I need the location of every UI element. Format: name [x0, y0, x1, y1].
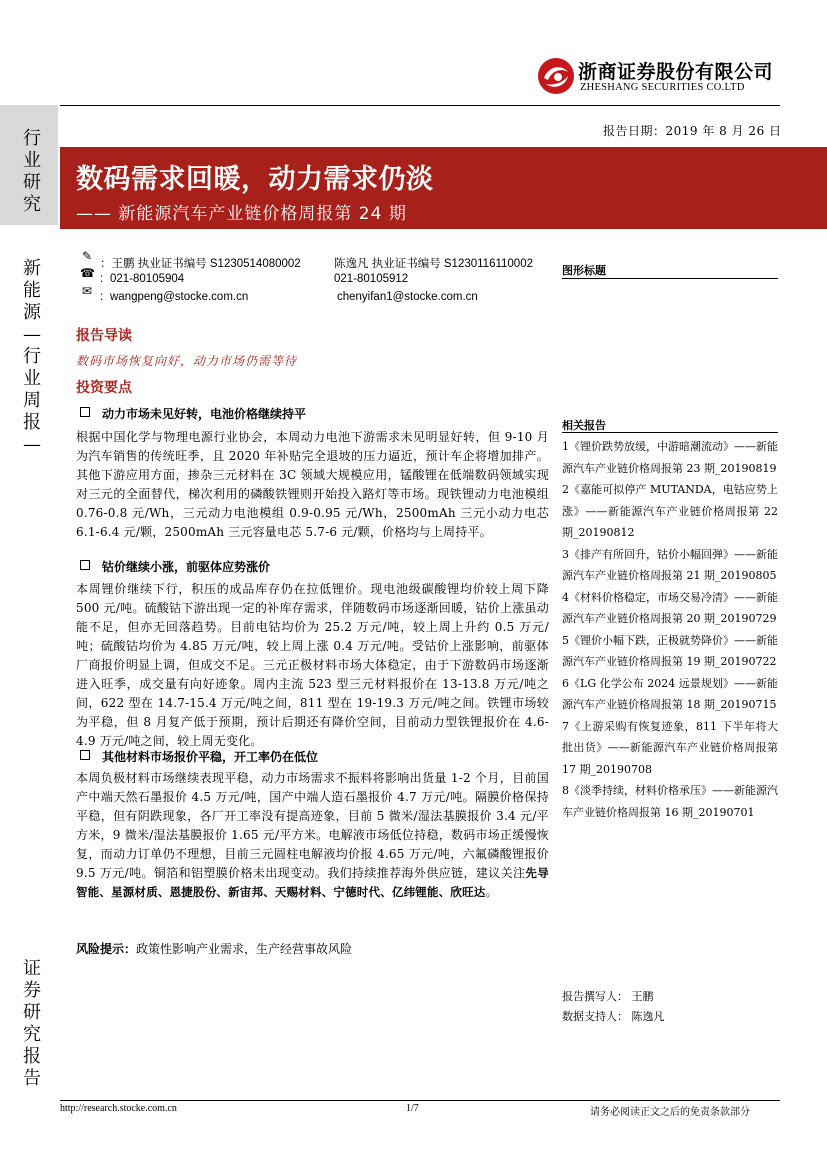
related-item[interactable]: 8《淡季持续，材料价格承压》——新能源汽车产业链价格周报第 16 期_20190701: [562, 784, 778, 819]
company-logo-icon: [536, 56, 576, 96]
related-item[interactable]: 3《排产有所回升，钴价小幅回弹》——新能源汽车产业链价格周报第 21 期_20190805: [562, 547, 778, 582]
checkbox-bullet-icon: [80, 560, 90, 570]
email-1[interactable]: wangpeng@stocke.com.cn: [110, 291, 249, 303]
related-title-rule: [562, 432, 778, 433]
phone-1: 021-80105904: [110, 273, 185, 285]
analyst-2: 陈逸凡 执业证书编号 S1230116110002: [334, 258, 533, 270]
page-subtitle: —— 新能源汽车产业链价格周报第 24 期: [76, 204, 407, 224]
point-3-text: 本周负极材料市场继续表现平稳，动力市场需求不振料将影响出货量 1-2 个月，目前国产中端天然石墨报价 4.5 万元/吨，国产中端人造石墨报价 4.7 万元/吨。隔膜价格保持平稳，但有阴跌现象，各厂开工率没有提高迹象，目前 5 微米/湿法基膜报价 3.4 元/平方米，9 微米/湿法基膜报价 1.65 元/平方米。电解液市场低位持稳，数码市场正缓慢恢复，而动力订单仍不理想，目前三元圆柱电解液均价报 4.65 万元/吨，六氟磷酸锂报价 9.5 万元/吨。铜箔和铝塑膜价格未出现变动。我们持续推荐海外供应链，建议关注先导智能、星源材质、恩捷股份、新宙邦、天赐材料、宁德时代、亿纬锂能、欣旺达。: [76, 771, 549, 899]
guide-heading: 报告导读: [76, 328, 132, 344]
figure-title-rule: [562, 278, 778, 279]
risk-note: 风险提示：政策性影响产业需求，生产经营事故风险: [76, 942, 353, 956]
sidebar-category-label: 新能源—行业周报—: [23, 258, 41, 455]
data-supporter: 数据支持人： 陈逸凡: [562, 1010, 665, 1023]
related-item[interactable]: 6《LG 化学公布 2024 远景规划》——新能源汽车产业链价格周报第 18 期_20190715: [562, 676, 778, 711]
related-list: [562, 436, 778, 823]
guide-text: 数码市场恢复向好，动力市场仍需等待: [76, 354, 298, 368]
recommended-stocks: 先导智能、星源材质、恩捷股份、新宙邦、天赐材料、宁德时代、亿纬锂能、欣旺达: [76, 866, 549, 899]
footer-url[interactable]: http://research.stocke.com.cn: [60, 1103, 177, 1114]
email-2[interactable]: chenyifan1@stocke.com.cn: [337, 291, 478, 303]
footer-rule: [60, 1100, 780, 1101]
point-2-text: 本周锂价继续下行，积压的成品库存仍在拉低锂价。现电池级碳酸锂均价较上周下降 500 元/吨。硫酸钴下游出现一定的补库存需求，伴随数码市场逐渐回暖，钴价上涨虽动能不足，但亦无回落趋势。目前电钴均价为 25.2 万元/吨，较上周上升约 0.5 万元/吨；硫酸钴均价为 4.85 万元/吨，较上周上涨 0.4 万元/吨。受钴价上涨影响，前驱体厂商报价明显上调，但成交不足。三元正极材料市场大体稳定，由于下游数码市场逐渐进入旺季，成交量有向好迹象。周内主流 523 型三元材料报价在 13-13.8 万元/吨之间，622 型在 14.7-15.4 万元/吨之间，811 型在 19-19.3 万元/吨之间。铁锂市场较为平稳，但 8 月复产低于预期，预计后期还有降价空间，目前动力型铁锂报价在 4.6-4.9 万元/吨之间，较上周无变化。: [76, 582, 549, 748]
page-title: 数码需求回暖，动力需求仍淡: [76, 164, 434, 195]
pen-icon: ✎: [81, 249, 93, 263]
point-2-heading: 钴价继续小涨，前驱体应势涨价: [80, 558, 270, 575]
company-name-en: ZHESHANG SECURITIES CO.LTD: [580, 81, 745, 93]
related-item[interactable]: 1《锂价跌势放缓，中游暗潮流动》——新能源汽车产业链价格周报第 23 期_20190819: [562, 440, 778, 475]
phone-2: 021-80105912: [334, 273, 409, 285]
point-1-heading: 动力市场未见好转，电池价格继续持平: [80, 405, 306, 422]
sidebar-top-label: 行业研究: [23, 128, 41, 215]
related-item[interactable]: 2《嘉能可拟停产 MUTANDA，电钴应势上涨》——新能源汽车产业链价格周报第 22 期_20190812: [562, 483, 778, 539]
colon-mail: :: [100, 291, 104, 303]
page-number: 1/7: [406, 1103, 419, 1114]
phone-icon: ☎: [80, 266, 95, 280]
analyst-1: ：王鹏 执业证书编号 S1230514080002: [100, 258, 301, 270]
sidebar-bottom-label: 证券研究报告: [23, 958, 41, 1089]
header-rule: [60, 105, 780, 106]
point-3-heading: 其他材料市场报价平稳，开工率仍在低位: [80, 748, 318, 765]
figure-title: 图形标题: [562, 264, 606, 277]
points-heading: 投资要点: [76, 380, 132, 396]
checkbox-bullet-icon: [80, 750, 90, 760]
footer-disclaimer: 请务必阅读正文之后的免责条款部分: [590, 1107, 750, 1118]
company-name-cn: 浙商证券股份有限公司: [578, 61, 774, 83]
checkbox-bullet-icon: [80, 407, 90, 417]
report-date: 报告日期：2019 年 8 月 26 日: [603, 124, 782, 138]
related-title: 相关报告: [562, 419, 606, 432]
point-1-text: 根据中国化学与物理电源行业协会，本周动力电池下游需求未见明显好转，但 9-10 月为汽车销售的传统旺季，且 2020 年补贴完全退坡的压力逼近，预计车企将增加排产。其他下游应用方面，掺杂三元材料在 3C 领域大规模应用，锰酸锂在低端数码领域实现对三元的全面替代，梯次利用的磷酸铁锂则开始投入路灯等市场。现铁锂动力电池模组 0.76-0.8 元/Wh，三元动力电池模组 0.9-0.95 元/Wh，2500mAh 三元小动力电芯 6.1-6.4 元/颗，2500mAh 三元容量电芯 5.7-6 元/颗，价格均与上周持平。: [76, 430, 549, 539]
mail-icon: ✉: [81, 284, 93, 298]
related-item[interactable]: 5《锂价小幅下跌，正极就势降价》——新能源汽车产业链价格周报第 19 期_20190722: [562, 633, 778, 668]
report-writer: 报告撰写人： 王鹏: [562, 990, 654, 1003]
related-item[interactable]: 4《材料价格稳定，市场交易冷清》——新能源汽车产业链价格周报第 20 期_20190729: [562, 590, 778, 625]
colon-phone: :: [100, 273, 104, 285]
related-item[interactable]: 7《上游采购有恢复迹象，811 下半年将大批出货》——新能源汽车产业链价格周报第 17 期_20190708: [562, 719, 778, 776]
